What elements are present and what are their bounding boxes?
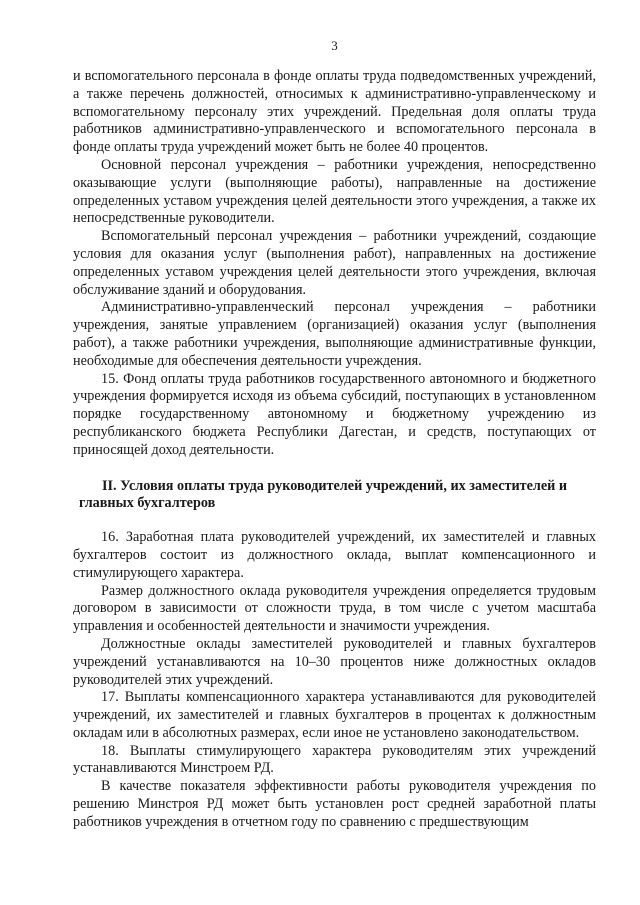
paragraph: 17. Выплаты компенсационного характера устанавливаются для руководителей учреждений, их заместителей и главных бухгалтеров в процентах к должностным окладам или в абсолютных размерах, если иное не установлено законодательством. bbox=[73, 689, 596, 741]
paragraph: Основной персонал учреждения – работники учреждения, непосредственно оказывающие услуги (выполняющие работы), направленные на достижение определенных уставом учреждения целей деятельности этого учреждения, а также их непосредственные руководители. bbox=[73, 156, 596, 227]
page-number: 3 bbox=[331, 38, 338, 53]
paragraph: 16. Заработная плата руководителей учреждений, их заместителей и главных бухгалтеров состоит из должностного оклада, выплат компенсационного и стимулирующего характера. bbox=[73, 529, 596, 581]
paragraph: В качестве показателя эффективности работы руководителя учреждения по решению Минстроя РД может быть установлен рост средней заработной платы работников учреждения в отчетном году по сравнению с предшествующим bbox=[73, 778, 596, 830]
paragraph: Должностные оклады заместителей руководителей и главных бухгалтеров учреждений устанавливаются на 10–30 процентов ниже должностных окладов руководителей этих учреждений. bbox=[73, 635, 596, 688]
paragraph: Размер должностного оклада руководителя учреждения определяется трудовым договором в зависимости от сложности труда, в том числе с учетом масштаба управления и особенностей деятельности и значимости учреждения. bbox=[73, 582, 596, 635]
paragraph: Вспомогательный персонал учреждения – работники учреждений, создающие условия для оказания услуг (выполнения работ), направленных на достижение определенных уставом учреждения целей деятельности этого учреждения, включая обслуживание зданий и оборудования. bbox=[73, 228, 596, 298]
paragraph: и вспомогательного персонала в фонде оплаты труда подведомственных учреждений, а также перечень должностей, относимых к административно-управленческому и вспомогательному персоналу этих учреждений. Предельная доля оплаты труда работников административно-управленческого и вспомогательного персонала в фонде оплаты труда учреждений может быть не более 40 процентов. bbox=[73, 68, 596, 156]
paragraph: Административно-управленческий персонал учреждения – работники учреждения, занятые управлением (организацией) оказания услуг (выполнения работ), а также работники учреждения, выполняющие административные функции, необходимые для обеспечения деятельности учреждения. bbox=[73, 299, 596, 369]
section-heading: II. Условия оплаты труда руководителей учреждений, их заместителей и главных бухгалтеров bbox=[79, 477, 568, 512]
paragraphs-before-heading bbox=[73, 68, 596, 460]
paragraphs-after-heading bbox=[73, 529, 596, 832]
document-body bbox=[73, 68, 596, 832]
paragraph: 18. Выплаты стимулирующего характера руководителям этих учреждений устанавливаются Минстроем РД. bbox=[73, 742, 596, 777]
paragraph: 15. Фонд оплаты труда работников государственного автономного и бюджетного учреждения формируется исходя из объема субсидий, поступающих в установленном порядке государственному автономному и бюджетному учреждению из республиканского бюджета Республики Дагестан, и средств, поступающих от приносящей доход деятельности. bbox=[73, 370, 596, 458]
